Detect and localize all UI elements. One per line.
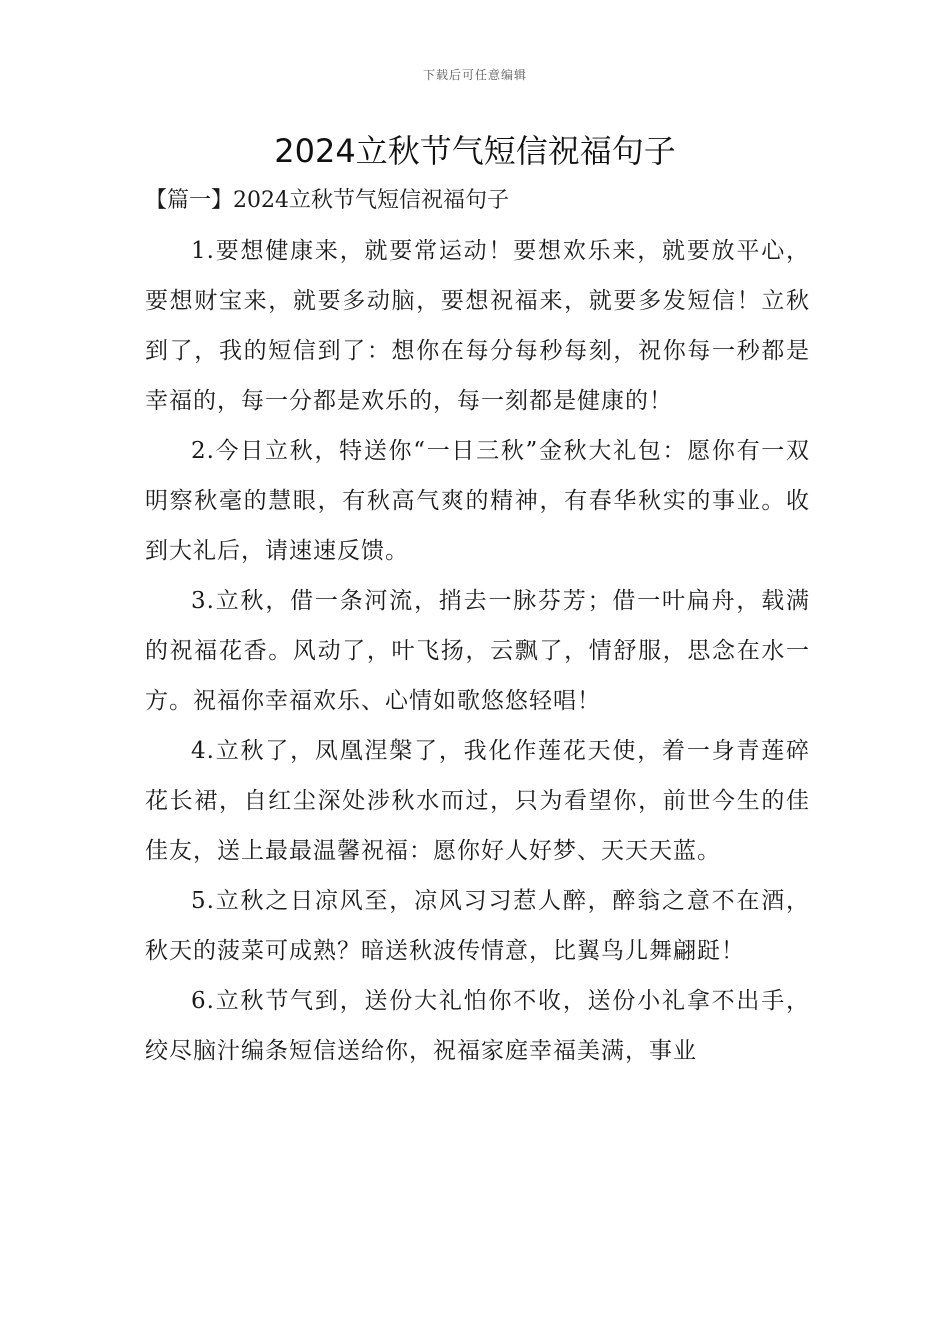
paragraph-1: 1.要想健康来，就要常运动！要想欢乐来，就要放平心，要想财宝来，就要多动脑，要想祝福来，就要多发短信！立秋到了，我的短信到了：想你在每分每秒每刻，祝你每一秒都是幸福的，每一分都是欢乐的，每一刻都是健康的！	[145, 238, 810, 414]
paragraph-4: 4.立秋了，凤凰涅槃了，我化作莲花天使，着一身青莲碎花长裙，自红尘深处涉秋水而过，只为看望你，前世今生的佳佳友，送上最最温馨祝福：愿你好人好梦、天天天蓝。	[145, 738, 810, 864]
paragraph-5: 5.立秋之日凉风至，凉风习习惹人醉，醉翁之意不在酒，秋天的菠菜可成熟？暗送秋波传情意，比翼鸟儿舞翩跹！	[145, 888, 810, 964]
paragraph-2: 2.今日立秋，特送你“一日三秋”金秋大礼包：愿你有一双明察秋毫的慧眼，有秋高气爽的精神，有春华秋实的事业。收到大礼后，请速速反馈。	[145, 438, 810, 564]
section-heading: 【篇一】2024立秋节气短信祝福句子	[145, 188, 509, 213]
document-title: 2024立秋节气短信祝福句子	[274, 132, 676, 170]
document-body	[145, 226, 810, 1076]
paragraph-6: 6.立秋节气到，送份大礼怕你不收，送份小礼拿不出手，绞尽脑汁编条短信送给你，祝福家庭幸福美满，事业	[145, 988, 810, 1064]
paragraph-3: 3.立秋，借一条河流，捎去一脉芬芳；借一叶扁舟，载满的祝福花香。风动了，叶飞扬，云飘了，情舒服，思念在水一方。祝福你幸福欢乐、心情如歌悠悠轻唱！	[145, 588, 810, 714]
header-note: 下载后可任意编辑	[422, 68, 527, 82]
